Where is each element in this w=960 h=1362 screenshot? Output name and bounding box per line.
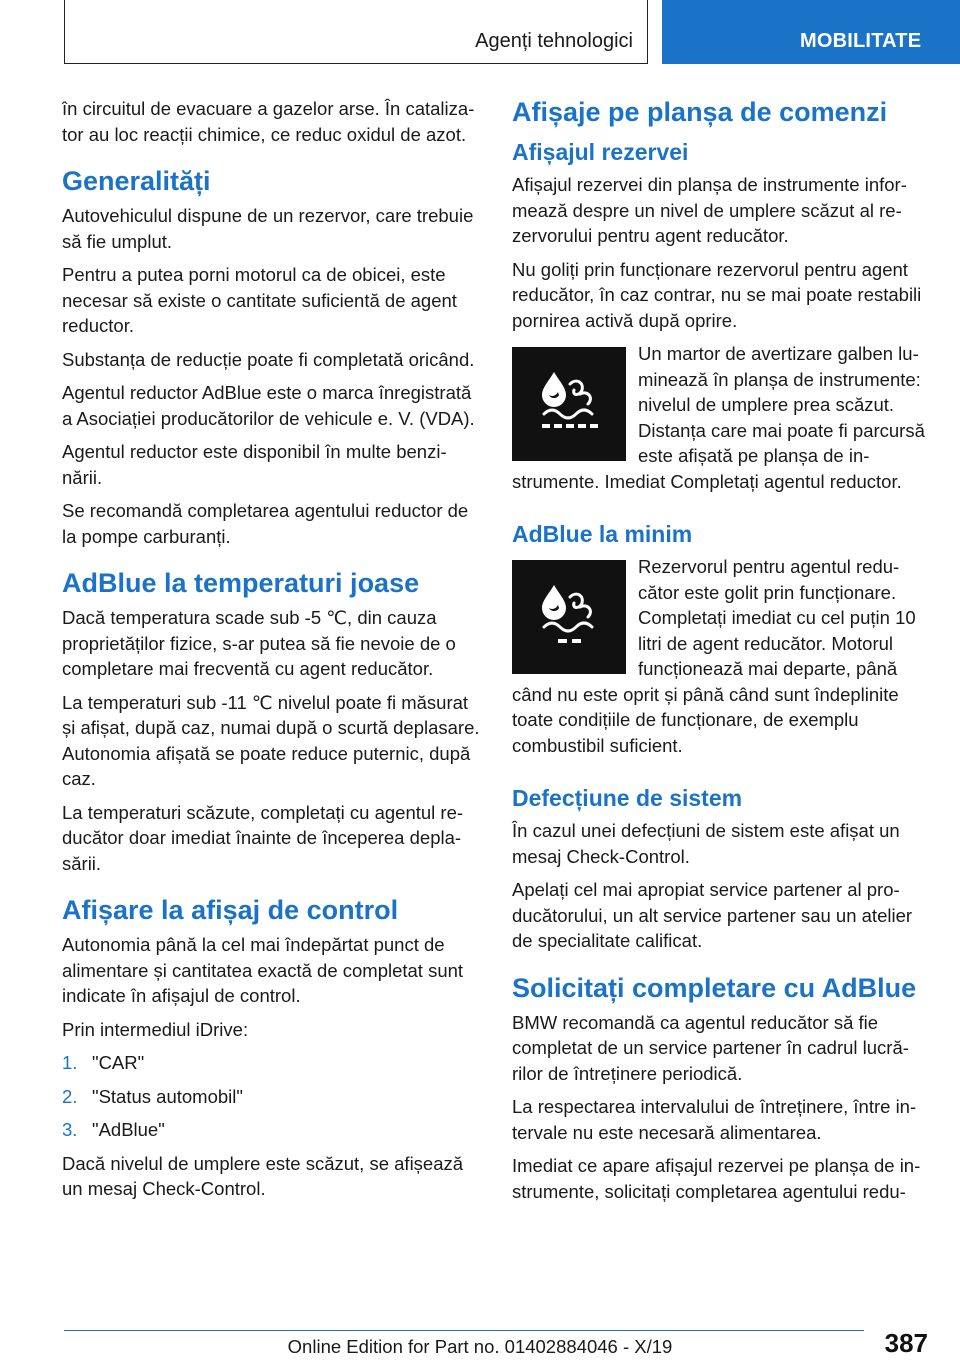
step-number: 2. xyxy=(62,1085,78,1107)
footer-edition: Online Edition for Part no. 01402884046 - X/19 xyxy=(287,1336,673,1357)
page-number: 387 xyxy=(884,1328,928,1358)
adblue-warning-icon xyxy=(512,347,626,461)
idrive-steps xyxy=(62,1050,480,1143)
step-item xyxy=(62,1050,480,1076)
intro-paragraph: în circuitul de evacuare a gazelor arse. În catalizator au loc reacții chimice, ce reduc oxidul de azot. xyxy=(62,98,475,145)
heading-panel-displays: Afișaje pe planșa de comenzi xyxy=(512,97,888,127)
request-paragraph-2: La respectarea intervalului de întreținere, între intervale nu este necesară alimentarea. xyxy=(512,1096,917,1143)
general-paragraph-4: Agentul reductor AdBlue este o marca înregistrată a Asociației producătorilor de vehicule e. V. (VDA). xyxy=(62,382,475,429)
display-paragraph-1: Autonomia până la cel mai îndepărtat punct de alimentare și cantitatea exactă de completat sunt indicate în afișajul de control. xyxy=(62,934,464,1006)
step-text: "Status automobil" xyxy=(92,1085,243,1107)
step-number: 1. xyxy=(62,1052,78,1073)
display-paragraph-2: Prin intermediul iDrive: xyxy=(62,1018,249,1040)
step-text: "CAR" xyxy=(92,1052,145,1073)
defect-paragraph-2: Apelați cel mai apropiat service partener al producătorului, un alt service partener sau un atelier de specialitate calificat. xyxy=(512,879,913,951)
low-temp-paragraph-2: La temperaturi sub -11 ℃ nivelul poate fi măsurat și afișat, după caz, numai după o scurtă deplasare. Autonomia afișată se poate reduce puternic, după caz. xyxy=(62,691,480,789)
reserve-paragraph-2: Nu goliți prin funcționare rezervorul pentru agent reducător, în caz contrar, nu se mai poate restabili pornirea activă după oprire. xyxy=(512,258,922,331)
step-number: 3. xyxy=(62,1119,78,1140)
step-item xyxy=(62,1084,480,1110)
general-paragraph-3: Substanța de reducție poate fi completată oricând. xyxy=(62,348,475,370)
general-paragraph-5: Agentul reductor este disponibil în multe benzinării. xyxy=(62,441,447,488)
reserve-paragraph-3: Un martor de avertizare galben luminează în planșa de instrumente: nivelul de umplere prea scăzut. Distanța care mai poate fi parcursă este afișată pe planșa de instrumente. Imediat Completați agentul reductor. xyxy=(512,343,925,492)
header-section-box xyxy=(662,0,960,64)
general-paragraph-6: Se recomandă completarea agentului reductor de la pompe carburanți. xyxy=(62,500,469,547)
general-paragraph-1: Autovehiculul dispune de un rezervor, care trebuie să fie umplut. xyxy=(62,205,474,252)
heading-system-defect: Defecțiune de sistem xyxy=(512,785,743,811)
step-text: "AdBlue" xyxy=(92,1119,165,1140)
defect-paragraph-1: În cazul unei defecțiuni de sistem este afișat un mesaj Check-Control. xyxy=(512,820,900,867)
adblue-warning-icon-graphic xyxy=(524,364,614,444)
header-chapter-box xyxy=(64,0,648,64)
heading-general: Generalități xyxy=(62,166,211,196)
adblue-minimum-icon xyxy=(512,560,626,674)
adblue-minimum-icon-graphic xyxy=(524,577,614,657)
right-column xyxy=(512,96,930,1212)
reserve-paragraph-1: Afișajul rezervei din planșa de instrumente informează despre un nivel de umplere scăzut al rezervorului pentru agent reducător. xyxy=(512,174,907,246)
low-temp-paragraph-1: Dacă temperatura scade sub -5 ℃, din cauza proprietăților fizice, s-ar putea să fie nevoie de o completare mai frecventă cu agent reducător. xyxy=(62,607,456,679)
chapter-title: Agenți tehnologici xyxy=(475,30,633,52)
left-column xyxy=(62,96,480,1210)
low-temp-paragraph-3: La temperaturi scăzute, completați cu agentul reducător doar imediat înainte de începerea deplasării. xyxy=(62,801,464,874)
heading-request-refill: Solicitați completare cu AdBlue xyxy=(512,972,917,1003)
minimum-paragraph-1: Rezervorul pentru agentul reducător este golit prin funcționare. Completați imediat cu cel puțin 10 litri de agent reducător. Motorul funcționează mai departe, până când nu este oprit și până când sunt îndeplinite toate condițiile de funcționare, de exemplu combustibil suficient. xyxy=(512,556,916,756)
general-paragraph-2: Pentru a putea porni motorul ca de obicei, este necesar să existe o cantitate suficientă de agent reductor. xyxy=(62,264,457,336)
section-title: MOBILITATE xyxy=(800,30,922,52)
step-item xyxy=(62,1117,480,1143)
display-paragraph-3: Dacă nivelul de umplere este scăzut, se afișează un mesaj Check-Control. xyxy=(62,1152,464,1199)
footer-divider xyxy=(64,1330,864,1331)
request-paragraph-3: Imediat ce apare afișajul rezervei pe planșa de instrumente, solicitați completarea agentului redu- xyxy=(512,1155,921,1202)
heading-adblue-minimum: AdBlue la minim xyxy=(512,521,693,547)
heading-control-display: Afișare la afișaj de control xyxy=(62,895,399,925)
request-paragraph-1: BMW recomandă ca agentul reducător să fie completat de un service partener în cadrul lucrărilor de întreținere periodică. xyxy=(512,1011,909,1084)
heading-reserve: Afișajul rezervei xyxy=(512,139,689,165)
heading-low-temperature: AdBlue la temperaturi joase xyxy=(62,568,420,598)
